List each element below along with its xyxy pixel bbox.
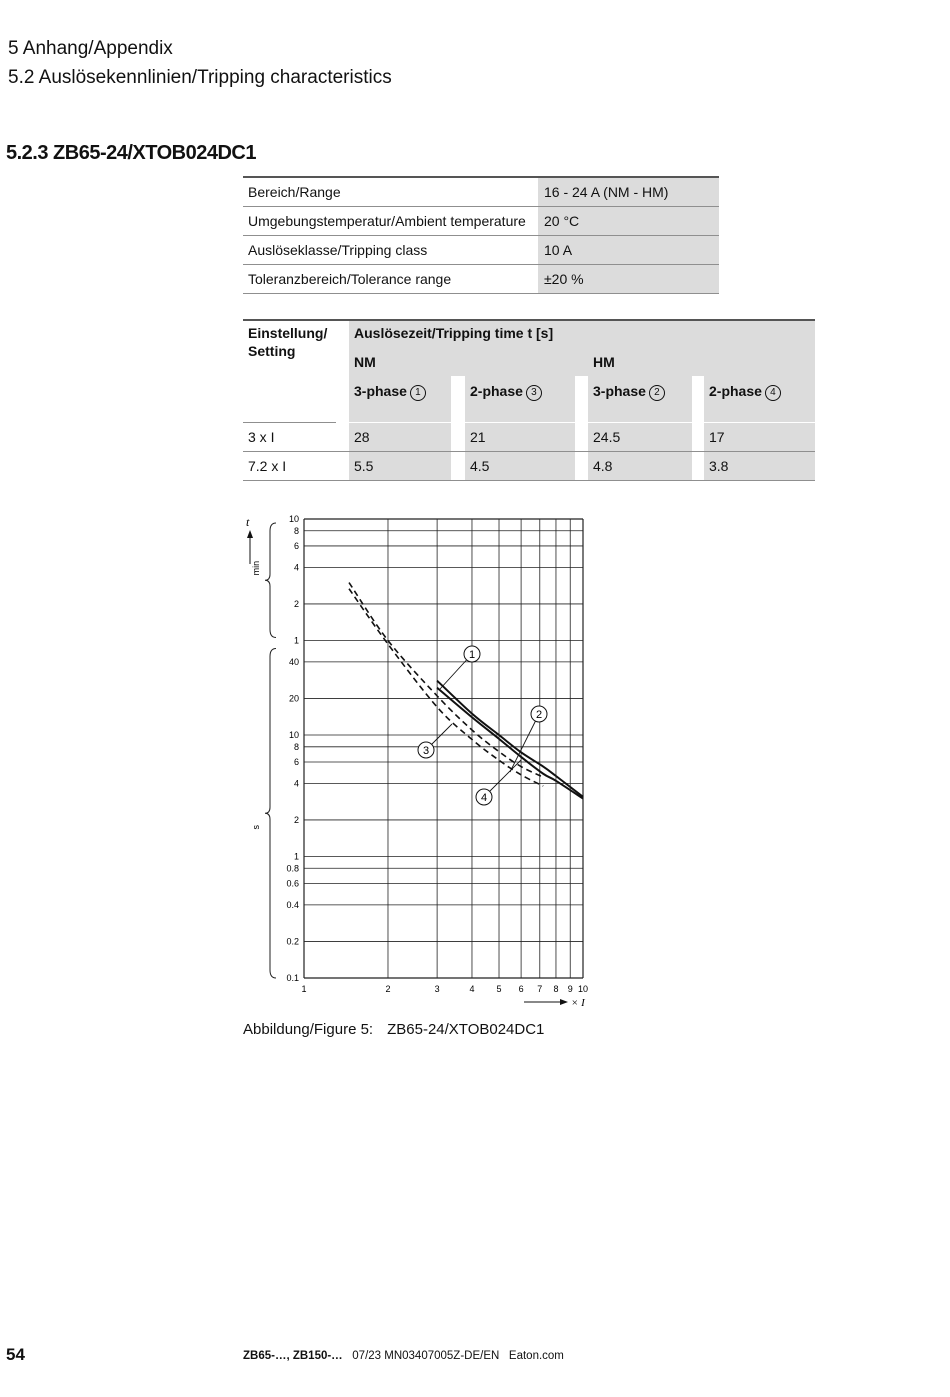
setting-header: Einstellung/ [248, 325, 328, 341]
y-unit-s: s [251, 824, 261, 830]
x-tick-label: 2 [385, 984, 391, 994]
table-row [243, 452, 815, 481]
spec-row [243, 236, 719, 265]
y-tick-label-min: 1 [293, 635, 299, 646]
col-header [470, 383, 542, 401]
series-4-line [349, 589, 543, 786]
tripping-time-table [243, 319, 815, 481]
time-header: Auslösezeit/Tripping time t [s] [354, 325, 554, 341]
col-label: 3-phase [354, 383, 407, 399]
x-axis-label: × I [571, 997, 585, 1009]
marker-4-icon: 4 [765, 385, 781, 401]
col-header [709, 383, 781, 401]
spec-row [243, 176, 719, 207]
value-cell: 24.5 [588, 423, 692, 451]
callout-leader [510, 714, 539, 772]
spec-row [243, 207, 719, 236]
y-tick-label: 0.4 [286, 899, 299, 910]
y-tick-label: 0.8 [286, 863, 299, 874]
col-header [354, 383, 426, 401]
brace-min [265, 523, 276, 637]
y-tick-label: 2 [293, 814, 299, 825]
value-cell: 5.5 [349, 452, 451, 480]
spec-value: ±20 % [538, 265, 719, 293]
spec-label: Toleranzbereich/Tolerance range [243, 265, 526, 294]
y-tick-label-min: 8 [293, 525, 299, 536]
marker-2-icon: 2 [649, 385, 665, 401]
y-tick-label: 0.2 [286, 936, 299, 947]
spec-value: 20 °C [538, 207, 719, 235]
value-cell: 4.8 [588, 452, 692, 480]
value-cell: 4.5 [465, 452, 575, 480]
section-heading: 5.2 Auslösekennlinien/Tripping characteristics [8, 67, 392, 88]
callout-3-label: 3 [422, 745, 430, 757]
col-label: 2-phase [470, 383, 523, 399]
y-tick-label: 4 [293, 778, 299, 789]
value-cell: 17 [704, 423, 815, 451]
chapter-heading: 5 Anhang/Appendix [8, 38, 173, 59]
setting-cell: 3 x I [248, 429, 275, 445]
col-label: 3-phase [593, 383, 646, 399]
y-tick-label-min: 10 [288, 514, 299, 524]
y-tick-label: 8 [293, 741, 299, 752]
footer-site: Eaton.com [508, 1350, 564, 1362]
col-header [593, 383, 665, 401]
figure-caption [243, 1021, 544, 1038]
x-tick-label: 5 [496, 984, 502, 994]
table-row [243, 423, 815, 452]
spec-value: 10 A [538, 236, 719, 264]
setting-cell: 7.2 x I [248, 458, 287, 474]
y-tick-label: 40 [288, 656, 299, 667]
tripping-characteristic-chart [240, 508, 600, 1013]
y-tick-label-min: 4 [293, 562, 299, 573]
group-hm: HM [593, 354, 615, 370]
chart-series [349, 583, 583, 799]
x-tick-label: 10 [577, 984, 589, 994]
y-tick-label-min: 2 [293, 598, 299, 609]
page-number: 54 [6, 1345, 25, 1364]
y-tick-label: 0.6 [286, 878, 299, 889]
callout-4-label: 4 [480, 792, 488, 804]
spec-label: Auslöseklasse/Tripping class [243, 236, 526, 265]
y-tick-label: 20 [288, 693, 299, 704]
x-tick-label: 7 [537, 984, 543, 994]
y-tick-label: 0.1 [286, 973, 299, 983]
marker-3-icon: 3 [526, 385, 542, 401]
x-tick-label: 8 [553, 984, 559, 994]
spec-label: Bereich/Range [243, 178, 526, 207]
caption-label: Abbildung/Figure 5: [243, 1021, 374, 1038]
callout-2-label: 2 [535, 709, 543, 721]
y-tick-label: 10 [288, 730, 299, 741]
y-tick-label: 1 [293, 851, 299, 862]
footer-doc-title: ZB65-…, ZB150-… [243, 1350, 343, 1362]
x-tick-label: 3 [434, 984, 440, 994]
y-tick-label-min: 6 [293, 540, 299, 551]
value-cell: 21 [465, 423, 575, 451]
setting-header-en: Setting [248, 343, 296, 359]
marker-1-icon: 1 [410, 385, 426, 401]
spec-value: 16 - 24 A (NM - HM) [538, 178, 719, 206]
group-nm: NM [354, 354, 376, 370]
spec-label: Umgebungstemperatur/Ambient temperature [243, 207, 526, 236]
value-cell: 3.8 [704, 452, 815, 480]
x-arrow-head [560, 999, 568, 1005]
y-unit-min: min [251, 560, 261, 576]
brace-s [265, 648, 276, 978]
y-tick-label: 6 [293, 756, 299, 767]
chart-grid [304, 519, 583, 978]
table-header [243, 319, 815, 422]
footer [243, 1350, 564, 1362]
callout-1-label: 1 [468, 649, 476, 661]
y-arrow-head [247, 530, 253, 538]
x-tick-label: 1 [301, 984, 307, 994]
value-cell: 28 [349, 423, 451, 451]
footer-doc-ref: 07/23 MN03407005Z-DE/EN [352, 1350, 500, 1362]
spec-table [243, 176, 719, 294]
spec-row [243, 265, 719, 294]
col-label: 2-phase [709, 383, 762, 399]
x-tick-label: 9 [567, 984, 573, 994]
x-tick-label: 4 [469, 984, 475, 994]
caption-text: ZB65-24/XTOB024DC1 [387, 1021, 545, 1038]
subsection-title: 5.2.3 ZB65-24/XTOB024DC1 [6, 142, 256, 164]
y-axis-label: t [246, 515, 250, 529]
x-tick-label: 6 [518, 984, 524, 994]
